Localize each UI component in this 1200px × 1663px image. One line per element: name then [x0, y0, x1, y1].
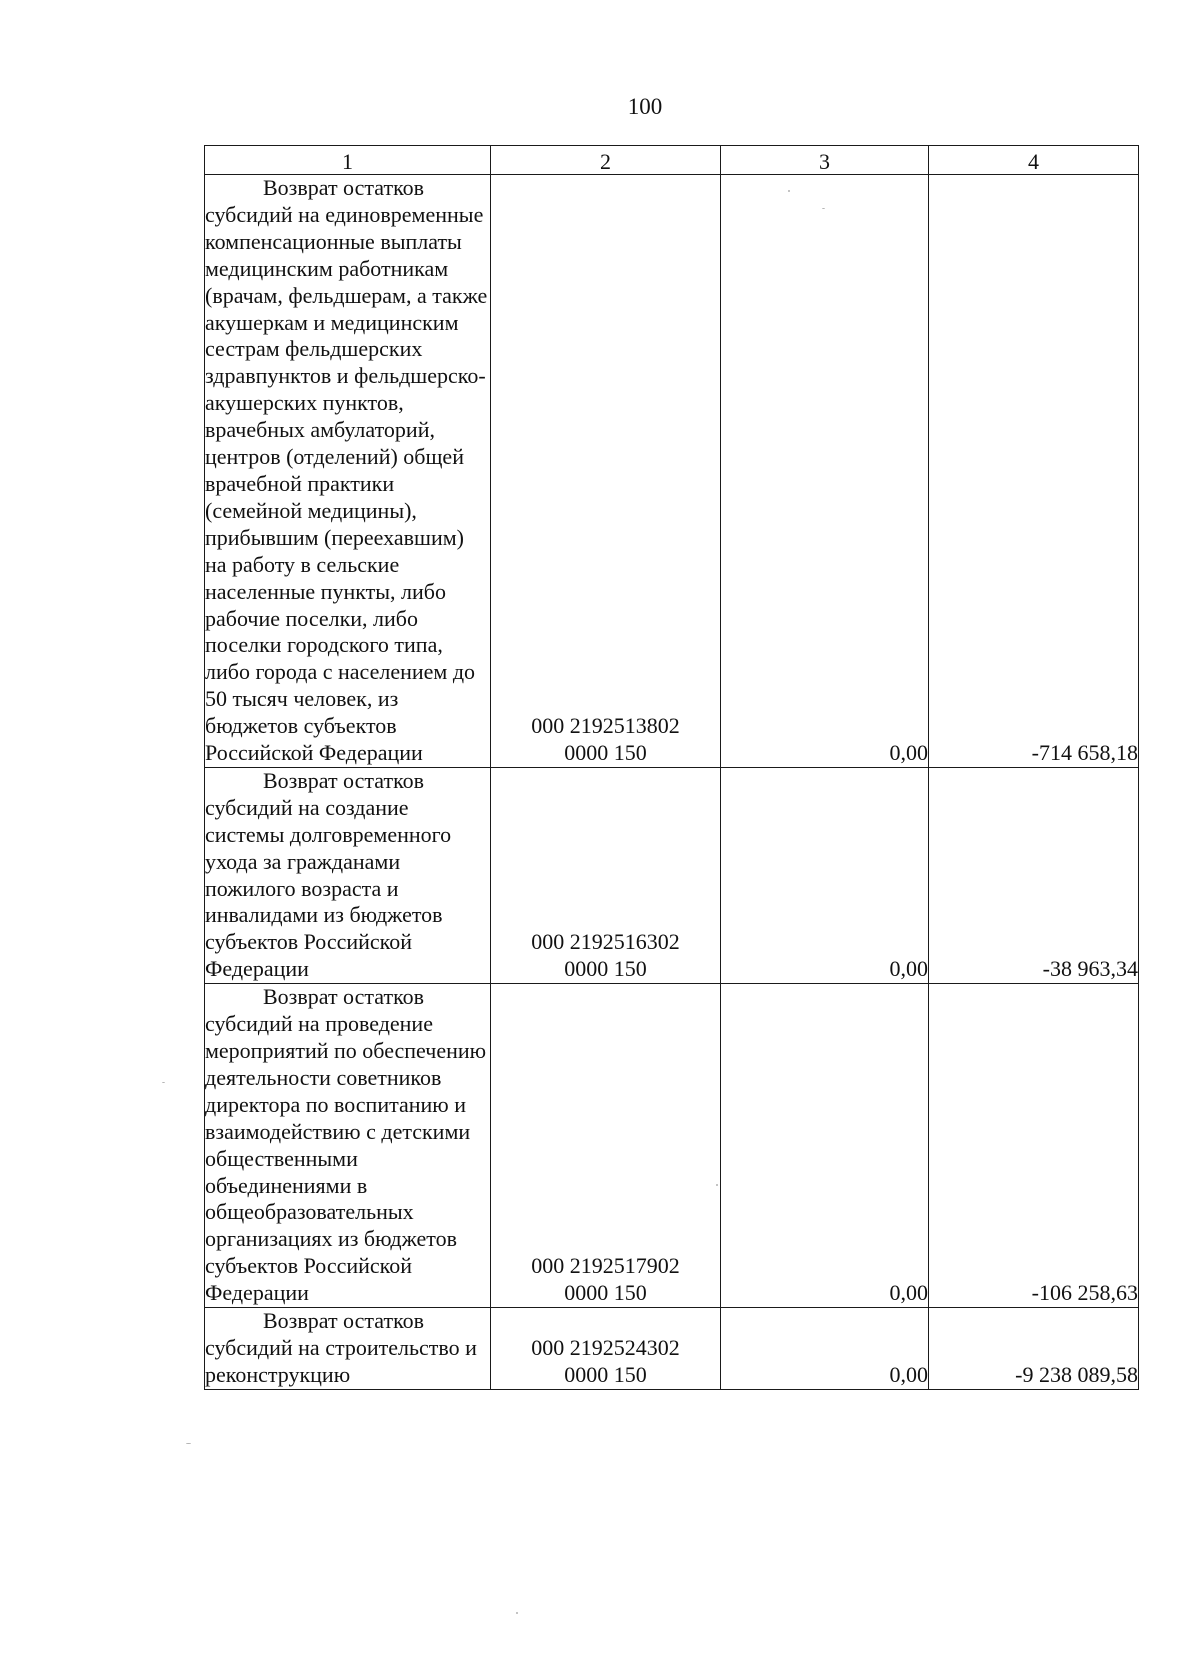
- row-code: [491, 1308, 721, 1390]
- description-first-line: Возврат остатков: [263, 767, 425, 793]
- code-line-2: 0000 150: [564, 740, 647, 766]
- table-header-row: [205, 146, 1139, 175]
- scan-speck: [822, 208, 825, 209]
- budget-table: [204, 145, 1139, 1390]
- code-line-1: 000 2192517902: [531, 1253, 680, 1279]
- description-first-line: Возврат остатков: [263, 175, 425, 200]
- row-code: [491, 175, 721, 768]
- code-line-1: 000 2192513802: [531, 713, 680, 739]
- row-col4-value: -714 658,18: [929, 175, 1139, 768]
- description-text: субсидий на создание системы долговременного ухода за гражданами пожилого возраста и инвалидами из бюджетов субъектов Российской Федерации: [205, 794, 452, 982]
- row-col3-value: 0,00: [721, 175, 929, 768]
- column-header-2: 2: [491, 146, 721, 175]
- row-col3-value: 0,00: [721, 1308, 929, 1390]
- description-text: субсидий на единовременные компенсационные выплаты медицинским работникам (врачам, фельдшерам, а также акушеркам и медицинским сестрам фельдшерских здравпунктов и фельдшерско-акушерских пунктов, врачебных амбулаторий, центров (отделений) общей врачебной практики (семейной медицины), прибывшим (переехавшим) на работу в сельские населенные пункты, либо рабочие поселки, либо поселки городского типа, либо города с населением до 50 тысяч человек, из бюджетов субъектов Российской Федерации: [205, 201, 488, 766]
- column-header-1: 1: [205, 146, 491, 175]
- row-col4-value: -106 258,63: [929, 984, 1139, 1308]
- code-line-2: 0000 150: [564, 1280, 647, 1306]
- scan-speck: [162, 1082, 165, 1083]
- row-description: [205, 984, 491, 1308]
- scan-speck: [716, 1184, 718, 1186]
- column-header-3: 3: [721, 146, 929, 175]
- row-col3-value: 0,00: [721, 767, 929, 983]
- code-line-1: 000 2192516302: [531, 929, 680, 955]
- description-first-line: Возврат остатков: [263, 984, 425, 1010]
- row-description: [205, 767, 491, 983]
- scan-speck: [186, 1443, 191, 1444]
- table-row: [205, 175, 1139, 768]
- row-description: [205, 1308, 491, 1390]
- table-row: [205, 1308, 1139, 1390]
- page-number: 100: [627, 94, 663, 119]
- row-col4-value: -9 238 089,58: [929, 1308, 1139, 1390]
- row-col3-value: 0,00: [721, 984, 929, 1308]
- description-text: субсидий на проведение мероприятий по обеспечению деятельности советников директора по воспитанию и взаимодействию с детскими общественными объединениями в общеобразовательных организациях из бюджетов субъектов Российской Федерации: [205, 1011, 487, 1306]
- description-first-line: Возврат остатков: [263, 1308, 425, 1334]
- row-description: [205, 175, 491, 768]
- table-row: [205, 984, 1139, 1308]
- scan-speck: [516, 1612, 518, 1614]
- scan-speck: [788, 190, 790, 192]
- table-row: [205, 767, 1139, 983]
- row-col4-value: -38 963,34: [929, 767, 1139, 983]
- code-line-1: 000 2192524302: [531, 1334, 680, 1360]
- description-text: субсидий на строительство и реконструкцию: [205, 1334, 477, 1387]
- row-code: [491, 767, 721, 983]
- row-code: [491, 984, 721, 1308]
- column-header-4: 4: [929, 146, 1139, 175]
- code-line-2: 0000 150: [564, 1361, 647, 1387]
- code-line-2: 0000 150: [564, 956, 647, 982]
